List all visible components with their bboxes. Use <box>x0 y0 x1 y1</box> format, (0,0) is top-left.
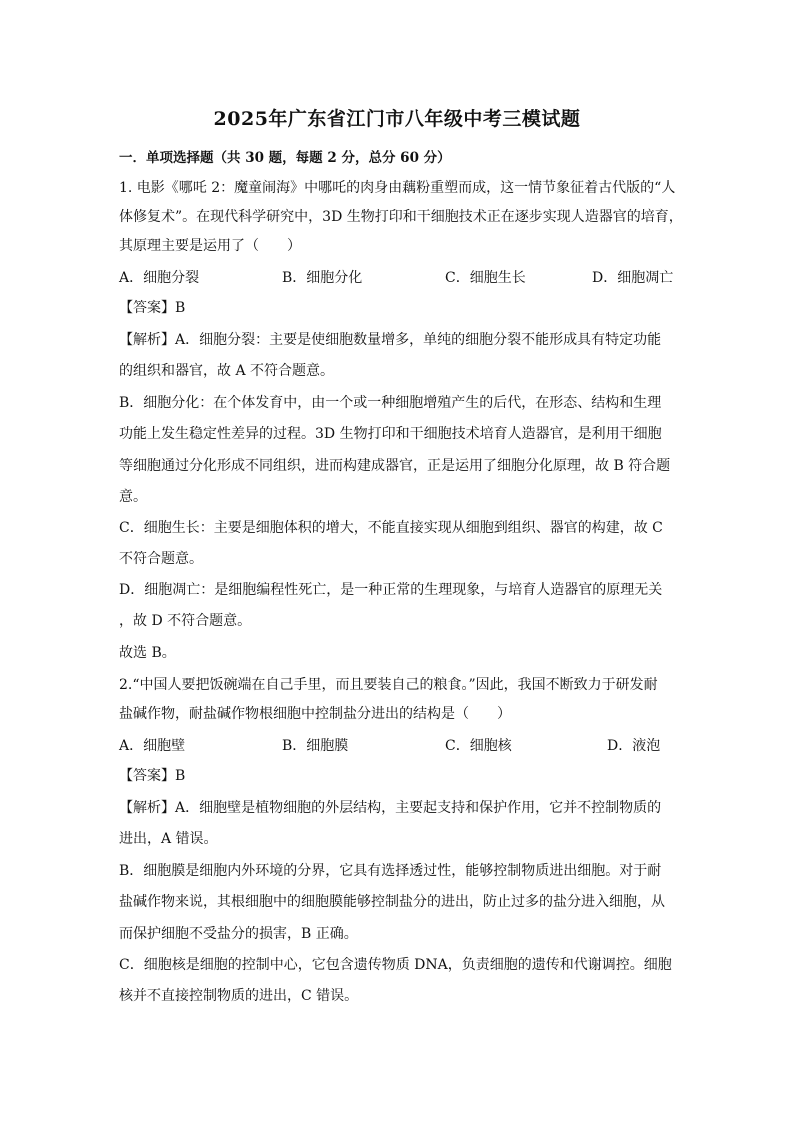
q2-stem-line-2: 盐碱作物，耐盐碱作物根细胞中控制盐分进出的结构是（ ） <box>119 706 511 722</box>
q1-option-c: C．细胞生长 <box>445 270 526 286</box>
q1-analysis-line-9: D．细胞凋亡：是细胞编程性死亡，是一种正常的生理现象，与培育人造器官的原理无关 <box>119 582 663 598</box>
q1-analysis-line-7: C．细胞生长：主要是细胞体积的增大，不能直接实现从细胞到组织、器官的构建，故 C <box>119 520 663 536</box>
q1-answer: 【答案】B <box>119 300 186 316</box>
q2-stem-line-1: 2.“中国人要把饭碗端在自己手里，而且要装自己的粮食。”因此，我国不断致力于研发耐 <box>119 677 658 693</box>
q2-answer: 【答案】B <box>119 768 186 784</box>
q1-analysis-line-10: ，故 D 不符合题意。 <box>119 613 252 629</box>
q1-analysis-line-11: 故选 B。 <box>119 645 176 661</box>
q2-analysis-line-1: 【解析】A．细胞壁是植物细胞的外层结构，主要起支持和保护作用，它并不控制物质的 <box>119 800 662 816</box>
q2-analysis-line-5: 而保护细胞不受盐分的损害，B 正确。 <box>119 926 358 942</box>
q1-analysis-line-5: 等细胞通过分化形成不同组织，进而构建成器官，正是运用了细胞分化原理，故 B 符合题 <box>119 458 671 474</box>
q2-option-b: B．细胞膜 <box>282 738 349 754</box>
q1-analysis-line-6: 意。 <box>119 489 147 505</box>
q1-analysis-line-1: 【解析】A．细胞分裂：主要是使细胞数量增多，单纯的细胞分裂不能形成具有特定功能 <box>119 332 662 348</box>
q1-option-b: B．细胞分化 <box>282 270 363 286</box>
q2-analysis-line-2: 进出，A 错误。 <box>119 831 218 847</box>
q2-option-c: C．细胞核 <box>445 738 512 754</box>
q2-analysis-line-6: C．细胞核是细胞的控制中心，它包含遗传物质 DNA，负责细胞的遗传和代谢调控。细胞 <box>119 957 672 973</box>
q1-option-a: A．细胞分裂 <box>119 270 200 286</box>
q2-analysis-line-4: 盐碱作物来说，其根细胞中的细胞膜能够控制盐分的进出，防止过多的盐分进入细胞，从 <box>119 894 665 910</box>
q2-option-a: A．细胞壁 <box>119 738 186 754</box>
q1-stem-line-3: 其原理主要是运用了（ ） <box>119 238 301 254</box>
page-title: 2025年广东省江门市八年级中考三模试题 <box>213 108 581 130</box>
q2-analysis-line-7: 核并不直接控制物质的进出，C 错误。 <box>119 988 359 1004</box>
q1-stem-line-2: 体修复术”。在现代科学研究中，3D 生物打印和干细胞技术正在逐步实现人造器官的培育， <box>119 209 683 225</box>
q1-analysis-line-2: 的组织和器官，故 A 不符合题意。 <box>119 363 335 379</box>
q1-analysis-line-3: B．细胞分化：在个体发育中，由一个或一种细胞增殖产生的后代，在形态、结构和生理 <box>119 395 662 411</box>
q1-option-d: D．细胞凋亡 <box>592 270 674 286</box>
q1-analysis-line-4: 功能上发生稳定性差异的过程。3D 生物打印和干细胞技术培育人造器官，是利用干细胞 <box>119 426 662 442</box>
q2-option-d: D．液泡 <box>607 738 661 754</box>
q1-analysis-line-8: 不符合题意。 <box>119 551 203 567</box>
q2-analysis-line-3: B．细胞膜是细胞内外环境的分界，它具有选择透过性，能够控制物质进出细胞。对于耐 <box>119 863 662 879</box>
section-heading: 一．单项选择题（共 30 题，每题 2 分，总分 60 分） <box>119 150 451 166</box>
q1-stem-line-1: 1. 电影《哪吒 2：魔童闹海》中哪吒的肉身由藕粉重塑而成，这一情节象征着古代版的“人 <box>119 180 676 196</box>
